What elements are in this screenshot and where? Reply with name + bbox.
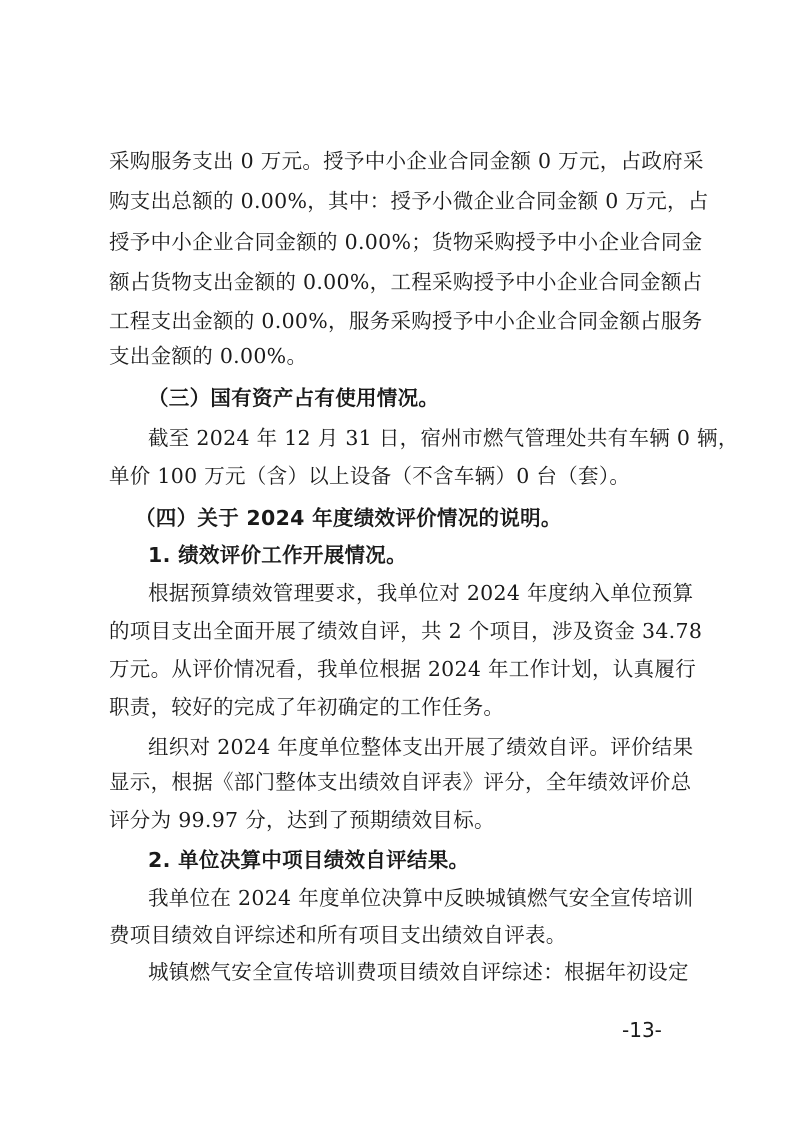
paragraph-line: 城镇燃气安全宣传培训费项目绩效自评综述：根据年初设定 xyxy=(148,960,689,984)
page-number: -13- xyxy=(622,1018,662,1042)
section-heading: （四）关于 2024 年度绩效评价情况的说明。 xyxy=(135,506,562,530)
paragraph-line: 根据预算绩效管理要求，我单位对 2024 年度纳入单位预算 xyxy=(148,581,694,605)
section-heading: （三）国有资产占有使用情况。 xyxy=(148,386,440,410)
paragraph-line: 购支出总额的 0.00%，其中：授予小微企业合同金额 0 万元，占 xyxy=(109,189,709,213)
paragraph-line: 评分为 99.97 分，达到了预期绩效目标。 xyxy=(109,808,495,832)
paragraph-line: 工程支出金额的 0.00%，服务采购授予中小企业合同金额占服务 xyxy=(109,309,703,333)
paragraph-line: 我单位在 2024 年度单位决算中反映城镇燃气安全宣传培训 xyxy=(148,886,694,910)
paragraph-line: 职责，较好的完成了年初确定的工作任务。 xyxy=(109,695,505,719)
paragraph-line: 组织对 2024 年度单位整体支出开展了绩效自评。评价结果 xyxy=(148,735,694,759)
subsection-heading: 2. 单位决算中项目绩效自评结果。 xyxy=(148,848,470,872)
paragraph-line: 单价 100 万元（含）以上设备（不含车辆）0 台（套）。 xyxy=(109,464,631,488)
paragraph-line: 万元。从评价情况看，我单位根据 2024 年工作计划，认真履行 xyxy=(109,657,697,681)
subsection-heading: 1. 绩效评价工作开展情况。 xyxy=(148,543,407,567)
paragraph-line: 采购服务支出 0 万元。授予中小企业合同金额 0 万元，占政府采 xyxy=(109,149,704,173)
paragraph-line: 额占货物支出金额的 0.00%，工程采购授予中小企业合同金额占 xyxy=(109,270,703,294)
paragraph-line: 截至 2024 年 12 月 31 日，宿州市燃气管理处共有车辆 0 辆， xyxy=(148,426,739,450)
paragraph-line: 支出金额的 0.00%。 xyxy=(109,344,308,368)
paragraph-line: 的项目支出全面开展了绩效自评，共 2 个项目，涉及资金 34.78 xyxy=(109,619,703,643)
paragraph-line: 费项目绩效自评综述和所有项目支出绩效自评表。 xyxy=(109,923,567,947)
paragraph-line: 显示，根据《部门整体支出绩效自评表》评分，全年绩效评价总 xyxy=(109,770,692,794)
paragraph-line: 授予中小企业合同金额的 0.00%；货物采购授予中小企业合同金 xyxy=(109,230,703,254)
